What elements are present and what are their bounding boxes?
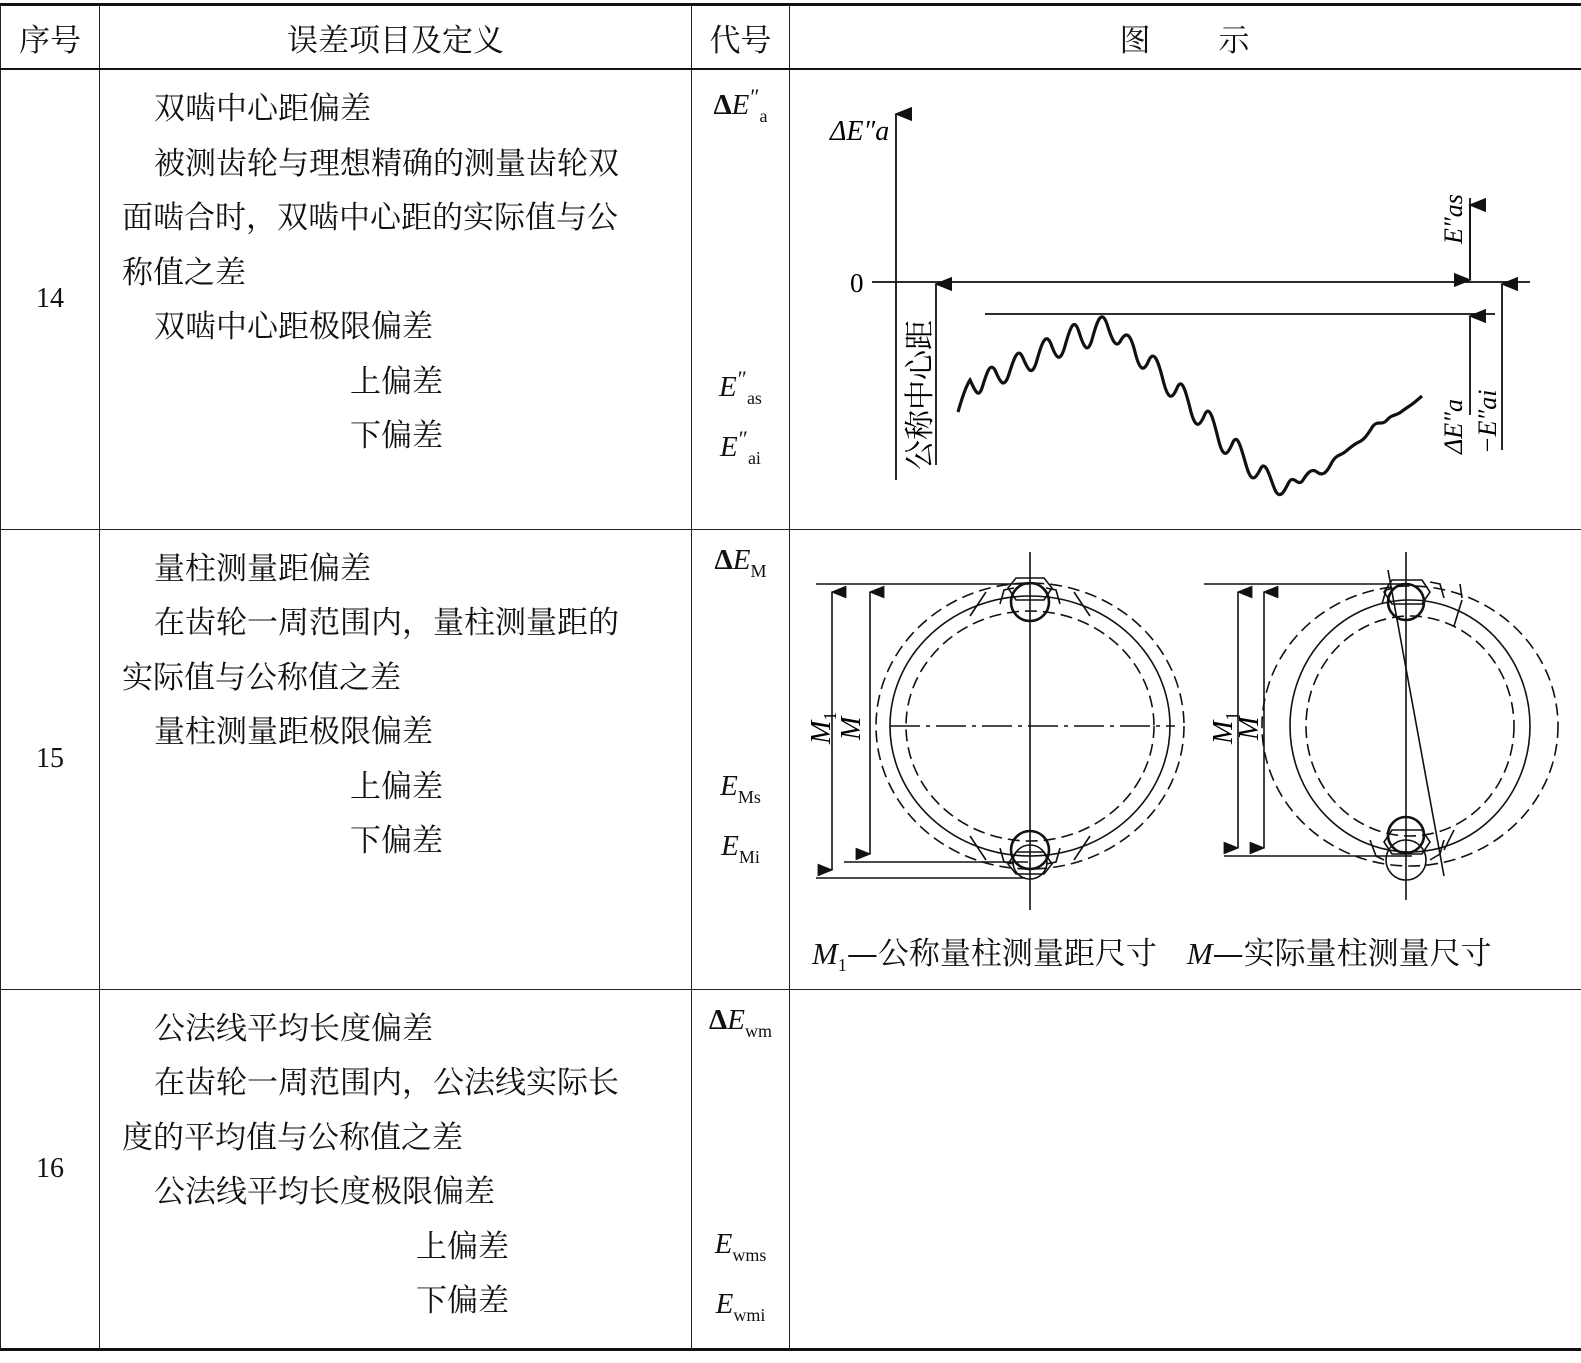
code-upper: $E_{Ms}$ (720, 769, 761, 807)
row-index: 14 (1, 69, 100, 529)
m1-label: $M_1$ (806, 711, 840, 744)
figure-cell-center-distance (790, 69, 1581, 529)
header-index: 序号 (1, 5, 100, 70)
row-definition-cell (100, 69, 692, 529)
item-title: 量柱测量距偏差 (154, 550, 371, 587)
figure-cell-empty (790, 989, 1581, 1349)
table-header-row (1, 5, 1581, 70)
upper-deviation-label: 上偏差 (350, 363, 443, 400)
item-title: 双啮中心距偏差 (154, 91, 371, 127)
m-label-actual: M (1234, 716, 1265, 740)
header-item: 误差项目及定义 (100, 5, 692, 70)
m1-label-actual: $M_1$ (1208, 711, 1242, 744)
row-index: 16 (1, 989, 100, 1349)
lower-deviation-figure-label: −E″ai (1473, 389, 1502, 454)
header-code: 代号 (692, 5, 790, 70)
y-axis-label: ΔE″a (830, 116, 890, 147)
code-upper: $E_{wms}$ (714, 1227, 767, 1265)
definition-line: 度的平均值与公称值之差 (122, 1119, 463, 1156)
lower-deviation-label: 下偏差 (350, 823, 443, 859)
limit-title: 公法线平均长度极限偏差 (154, 1174, 495, 1210)
definition-line: 在齿轮一周范围内，公法线实际长 (154, 1065, 619, 1101)
pin-measurement-diagram (790, 530, 1580, 988)
code-main: $\Delta E''_a$ (713, 84, 768, 126)
header-figure: 图 示 (790, 5, 1581, 70)
definition-line: 被测齿轮与理想精确的测量齿轮双 (154, 145, 619, 182)
figure-caption: $M_1—$公称量柱测量距尺寸 M—实际量柱测量尺寸 (812, 935, 1492, 975)
code-lower: $E_{Mi}$ (721, 829, 760, 867)
error-items-table (0, 3, 1581, 1351)
code-lower: $E_{wmi}$ (715, 1287, 766, 1325)
nominal-center-distance-label: 公称中心距 (903, 320, 938, 470)
zero-label: 0 (850, 268, 864, 298)
center-distance-diagram (790, 70, 1580, 528)
upper-deviation-label: 上偏差 (416, 1228, 509, 1265)
lower-deviation-label: 下偏差 (350, 418, 443, 454)
code-main: $\Delta E_{wm}$ (709, 1003, 772, 1041)
limit-title: 量柱测量距极限偏差 (154, 714, 433, 750)
code-main: $\Delta E_M$ (714, 543, 767, 581)
figure-cell-pin-measurement (790, 529, 1581, 989)
row-index: 15 (1, 529, 100, 989)
definition-line: 实际值与公称值之差 (122, 659, 401, 696)
upper-deviation-figure-label: E″as (1439, 194, 1468, 244)
table-row (1, 989, 1581, 1349)
m-label: M (836, 716, 867, 740)
nominal-gear (816, 552, 1184, 910)
definition-line: 在齿轮一周范围内，量柱测量距的 (154, 605, 619, 641)
row-definition-cell (100, 529, 692, 989)
table-row (1, 529, 1581, 989)
upper-deviation-label: 上偏差 (350, 768, 443, 805)
code-lower: $E''_{ai}$ (720, 426, 761, 468)
row-code-cell (692, 69, 790, 529)
measured-deviation-figure-label: ΔE″a (1439, 399, 1468, 454)
table-row (1, 69, 1581, 529)
deviation-curve (958, 317, 1422, 495)
row-code-cell (692, 989, 790, 1349)
item-title: 公法线平均长度偏差 (154, 1010, 433, 1047)
row-code-cell (692, 529, 790, 989)
definition-line: 称值之差 (122, 254, 246, 291)
lower-deviation-label: 下偏差 (416, 1283, 509, 1319)
definition-line: 面啮合时，双啮中心距的实际值与公 (122, 200, 618, 236)
code-upper: $E''_{as}$ (719, 366, 762, 408)
limit-title: 双啮中心距极限偏差 (154, 309, 433, 345)
row-definition-cell (100, 989, 692, 1349)
